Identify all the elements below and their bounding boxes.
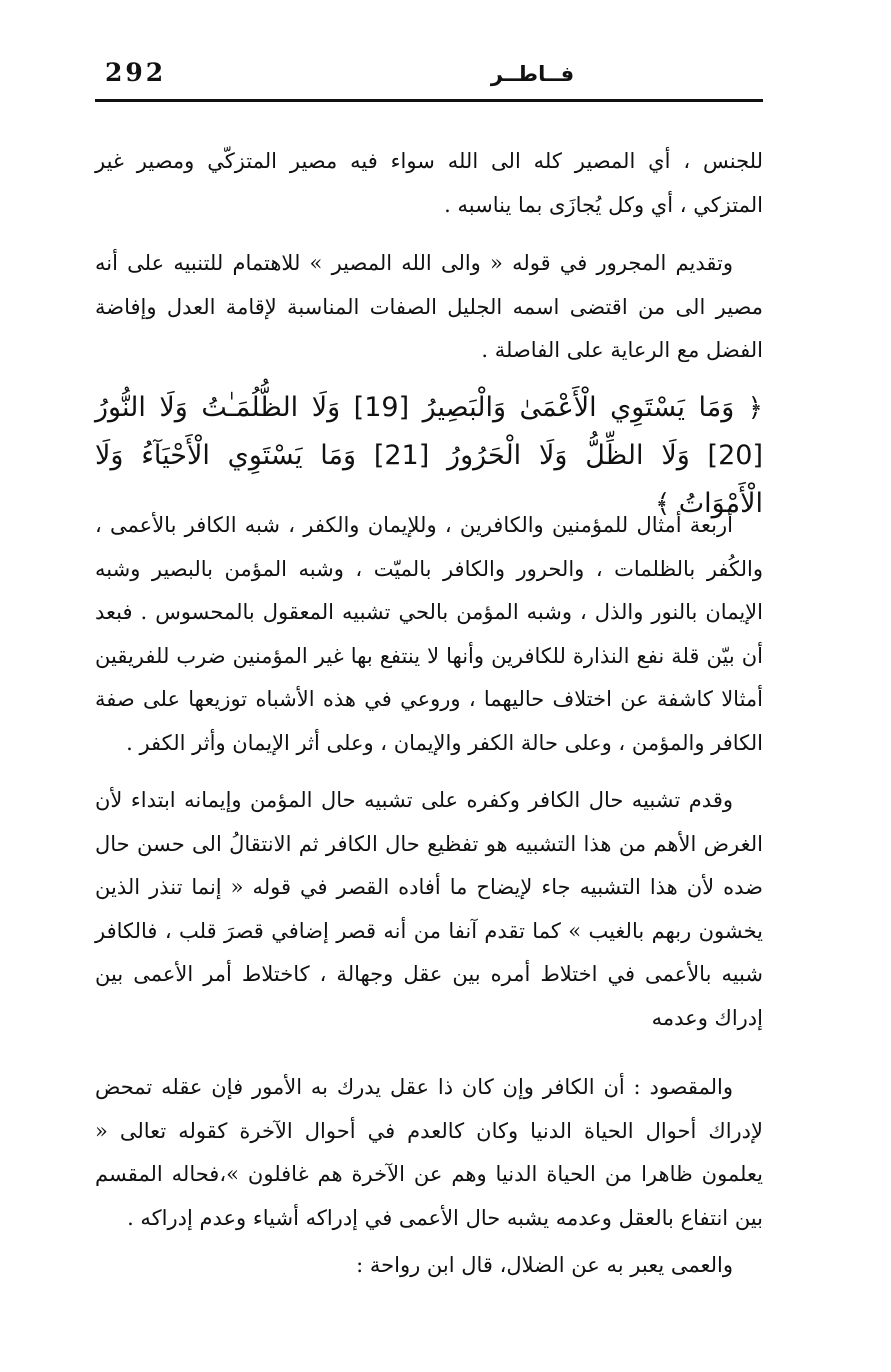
paragraph-taqdim-tashbih: وقدم تشبيه حال الكافر وكفره على تشبيه حال المؤمن وإيمانه ابتداء لأن الغرض الأهم من هذا التشبيه هو تفظيع حال الكافر ثم الانتقالُ الى حسن حال ضده لأن هذا التشبيه جاء لإيضاح ما أفاده القصر في قوله « إنما تنذر الذين يخشون ربهم بالغيب » كما تقدم آنفا من أنه قصر إضافي قصرَ قلب ، فالكافر شبيه بالأعمى في اختلاط أمره بين عقل وجهالة ، كاختلاط أمر الأعمى بين إدراك وعدمه bbox=[95, 788, 763, 1030]
running-title: فــاطــر bbox=[490, 62, 575, 86]
text-block-top bbox=[95, 140, 763, 373]
paragraph-arbaa-amthal: أربعة أمثال للمؤمنين والكافرين ، وللإيمان والكفر ، شبه الكافر بالأعمى ، والكُفر بالظلمات ، والحرور والكافر بالميّت ، وشبه المؤمن بالبصير وشبه الإيمان بالنور والذل ، وشبه المؤمن بالحي تشبيه المعقول بالمحسوس . فبعد أن بيّن قلة نفع النذارة للكافرين وأنها لا ينتفع بها غير المؤمنين ضرب للفريقين أمثالا كاشفة عن اختلاف حاليهما ، وروعي في هذه الأشباه توزيعها على صفة الكافر والمؤمن ، وعلى حالة الكفر والإيمان ، وعلى أثر الإيمان وأثر الكفر . bbox=[95, 513, 763, 755]
header-rule bbox=[95, 99, 763, 102]
page-number: 292 bbox=[105, 58, 167, 87]
text-block-main bbox=[95, 504, 763, 1288]
page-header bbox=[95, 58, 760, 98]
paragraph-continuation: للجنس ، أي المصير كله الى الله سواء فيه مصير المتزكّي ومصير غير المتزكي ، أي وكل يُجازَى بما يناسبه . bbox=[95, 149, 763, 217]
verse-text: وَمَا يَسْتَوِي الْأَعْمَىٰ وَالْبَصِيرُ [19] وَلَا الظُّلُمَـٰتُ وَلَا النُّورُ [20] وَلَا الظِّلُّ وَلَا الْحَرُورُ [21] وَمَا يَسْتَوِي الْأَحْيَآءُ وَلَا الْأَمْوَاتُ bbox=[95, 392, 763, 519]
paragraph-maqsud: والمقصود : أن الكافر وإن كان ذا عقل يدرك به الأمور فإن عقله تمحض لإدراك أحوال الحياة الدنيا وكان كالعدم في أحوال الآخرة كقوله تعالى « يعلمون ظاهرا من الحياة الدنيا وهم عن الآخرة هم غافلون »،فحاله المقسم بين انتفاع بالعقل وعدمه يشبه حال الأعمى في إدراكه أشياء وعدم إدراكه . bbox=[95, 1075, 764, 1230]
paragraph-ama: والعمى يعبر به عن الضلال، قال ابن رواحة : bbox=[356, 1253, 733, 1277]
verse-close-bracket: ﴾ bbox=[654, 489, 671, 519]
verse-open-bracket: ﴿ bbox=[747, 393, 763, 423]
paragraph-taqdim: وتقديم المجرور في قوله « والى الله المصير » للاهتمام للتنبيه على أنه مصير الى من اقتضى اسمه الجليل الصفات المناسبة لإقامة العدل وإفاضة الفضل مع الرعاية على الفاصلة . bbox=[95, 251, 763, 362]
